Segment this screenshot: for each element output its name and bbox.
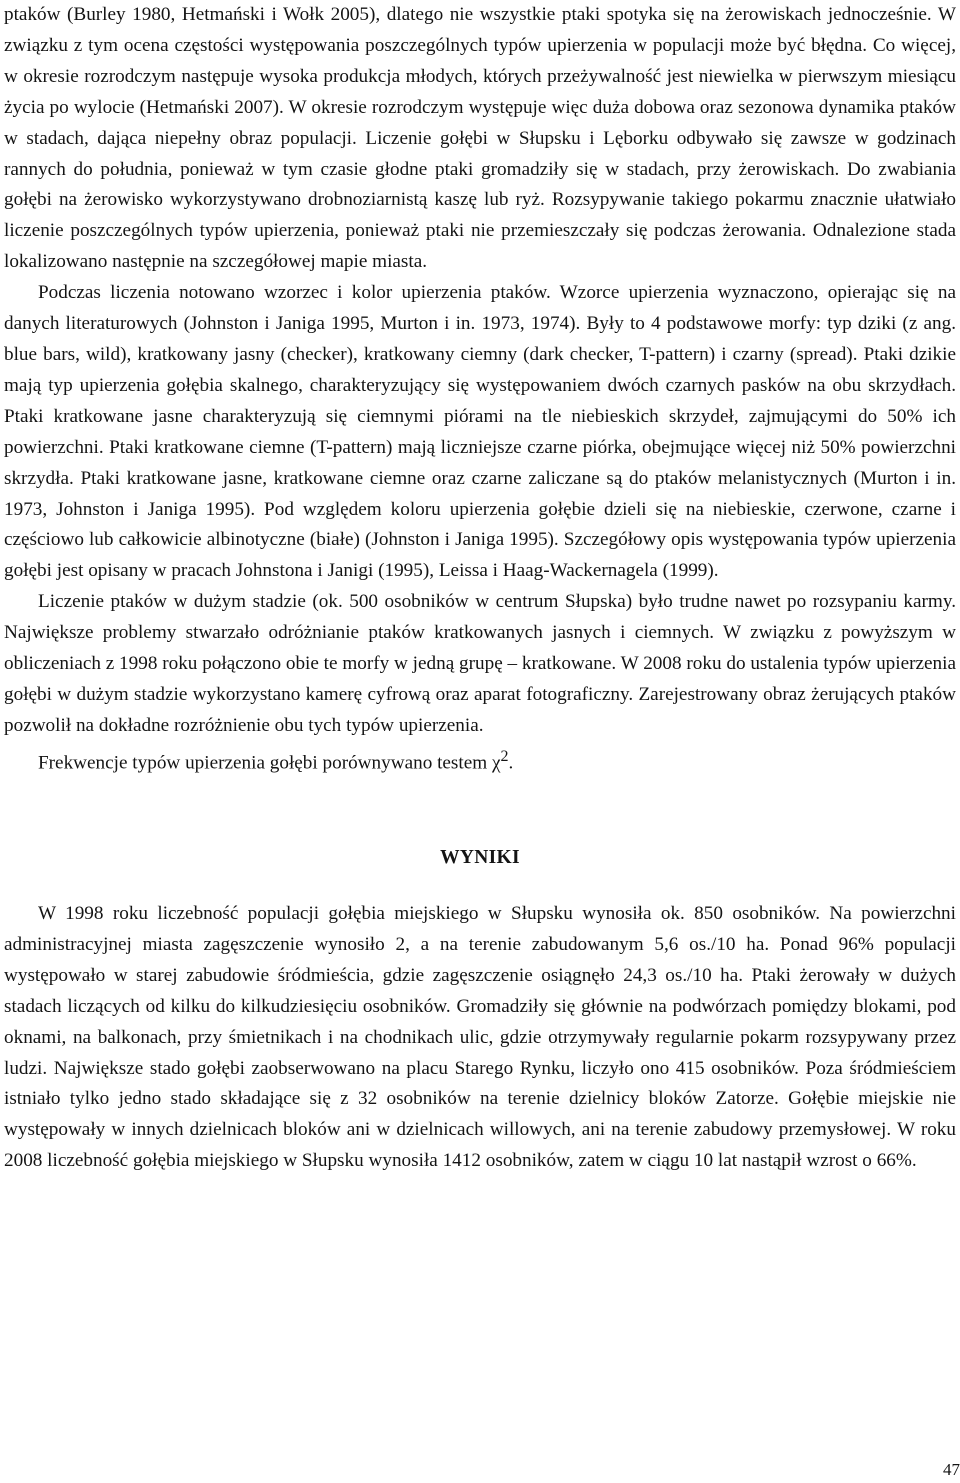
section-heading-results: WYNIKI [440,847,520,869]
methods-paragraph-1: ptaków (Burley 1980, Hetmański i Wołk 2005), dlatego nie wszystkie ptaki spotyka się na żerowiskach jednocześnie. W związku z tym ocena częstości występowania poszczególnych typów upierzenia w populacji może być błędna. Co więcej, w okresie rozrodczym następuje wysoka produkcja młodych, których przeżywalność jest niewielka w pierwszym miesiącu życia po wylocie (Hetmański 2007). W okresie rozrodczym występuje więc duża dobowa oraz sezonowa dynamika ptaków w stadach, dająca niepełny obraz populacji. Liczenie gołębi w Słupsku i Lęborku odbywało się zawsze w godzinach rannych do południa, ponieważ w tym czasie głodne ptaki gromadziły się w stadach, przy żerowiskach. Do zwabiania gołębi na żerowisko wykorzystywano drobnoziarnistą kaszę lub ryż. Rozsypywanie takiego pokarmu znacznie ułatwiało liczenie poszczególnych typów upierzenia, ponieważ ptaki nie przemieszczały się podczas żerowania. Odnalezione stada lokalizowano następnie na szczegółowej mapie miasta. [4,4,956,273]
chi-superscript: 2 [500,747,509,765]
methods-paragraph-4 [4,742,956,779]
results-paragraph: W 1998 roku liczebność populacji gołębia miejskiego w Słupsku wynosiła ok. 850 osobników. Na powierzchni administracyjnej miasta zagęszczenie wynosiło 2, a na terenie zabudowanym 5,6 os./10 ha. Ponad 96% populacji występowało w starej zabudowie śródmieścia, gdzie zagęszczenie osiągnęło 24,3 os./10 ha. Ptaki żerowały w dużych stadach liczących od kilku do kilkudziesięciu osobników. Gromadziły się głównie na podwórzach pomiędzy blokami, pod oknami, na balkonach, przy śmietnikach i na chodnikach ulic, gdzie otrzymywały regularnie pokarm rozsypywany przez ludzi. Największe stado gołębi zaobserwowano na placu Starego Rynku, liczyło ono 415 osobników. Poza śródmieściem istniało tylko jedno stado składające się z 32 osobników na terenie dzielnicy bloków Zatorze. Gołębie miejskie nie występowały w innych dzielnicach bloków ani w dzielnicach willowych, ani na terenie zabudowy przemysłowej. W roku 2008 liczebność gołębia miejskiego w Słupsku wynosiła 1412 osobników, zatem w ciągu 10 lat nastąpił wzrost o 66%. [4,903,956,1172]
chi-symbol: χ [491,752,501,774]
sentence-end: . [508,752,514,774]
methods-paragraph-3: Liczenie ptaków w dużym stadzie (ok. 500 osobników w centrum Słupska) było trudne nawet po rozsypaniu karmy. Największe problemy stwarzało odróżnianie ptaków kratkowanych jasnych i ciemnych. W związku z powyższym w obliczeniach z 1998 roku połączono obie te morfy w jedną grupę – kratkowane. W 2008 roku do ustalenia typów upierzenia gołębi w dużym stadzie wykorzystano kamerę cyfrową oraz aparat fotograficzny. Zarejestrowany obraz żerujących ptaków pozwolił na dokładne rozróżnienie obu tych typów upierzenia. [4,591,956,736]
methods-paragraph-2: Podczas liczenia notowano wzorzec i kolor upierzenia ptaków. Wzorce upierzenia wyznaczono, opierając się na danych literaturowych (Johnston i Janiga 1995, Murton i in. 1973, 1974). Były to 4 podstawowe morfy: typ dziki (z ang. blue bars, wild), kratkowany jasny (checker), kratkowany ciemny (dark checker, T-pattern) i czarny (spread). Ptaki dzikie mają typ upierzenia gołębia skalnego, charakteryzujący się występowaniem dwóch czarnych pasków na obu skrzydłach. Ptaki kratkowane jasne charakteryzują się ciemnymi piórami na tle niebieskich skrzydeł, zajmującymi do 50% ich powierzchni. Ptaki kratkowane ciemne (T-pattern) mają liczniejsze czarne piórka, obejmujące więcej niż 50% powierzchni skrzydła. Ptaki kratkowane jasne, kratkowane ciemne oraz czarne zaliczane są do ptaków melanistycznych (Murton i in. 1973, Johnston i Janiga 1995). Pod względem koloru upierzenia gołębie dzieli się na niebieskie, czerwone, czarne i częściowo lub całkowicie albinotyczne (białe) (Johnston i Janiga 1995). Szczegółowy opis występowania typów upierzenia gołębi jest opisany w pracach Johnstona i Janigi (1995), Leissa i Haag-Wackernagela (1999). [4,282,956,582]
page-number: 47 [943,1460,960,1479]
chi-square-sentence: Frekwencje typów upierzenia gołębi porównywano testem [38,752,488,774]
document-page [4,0,956,1177]
